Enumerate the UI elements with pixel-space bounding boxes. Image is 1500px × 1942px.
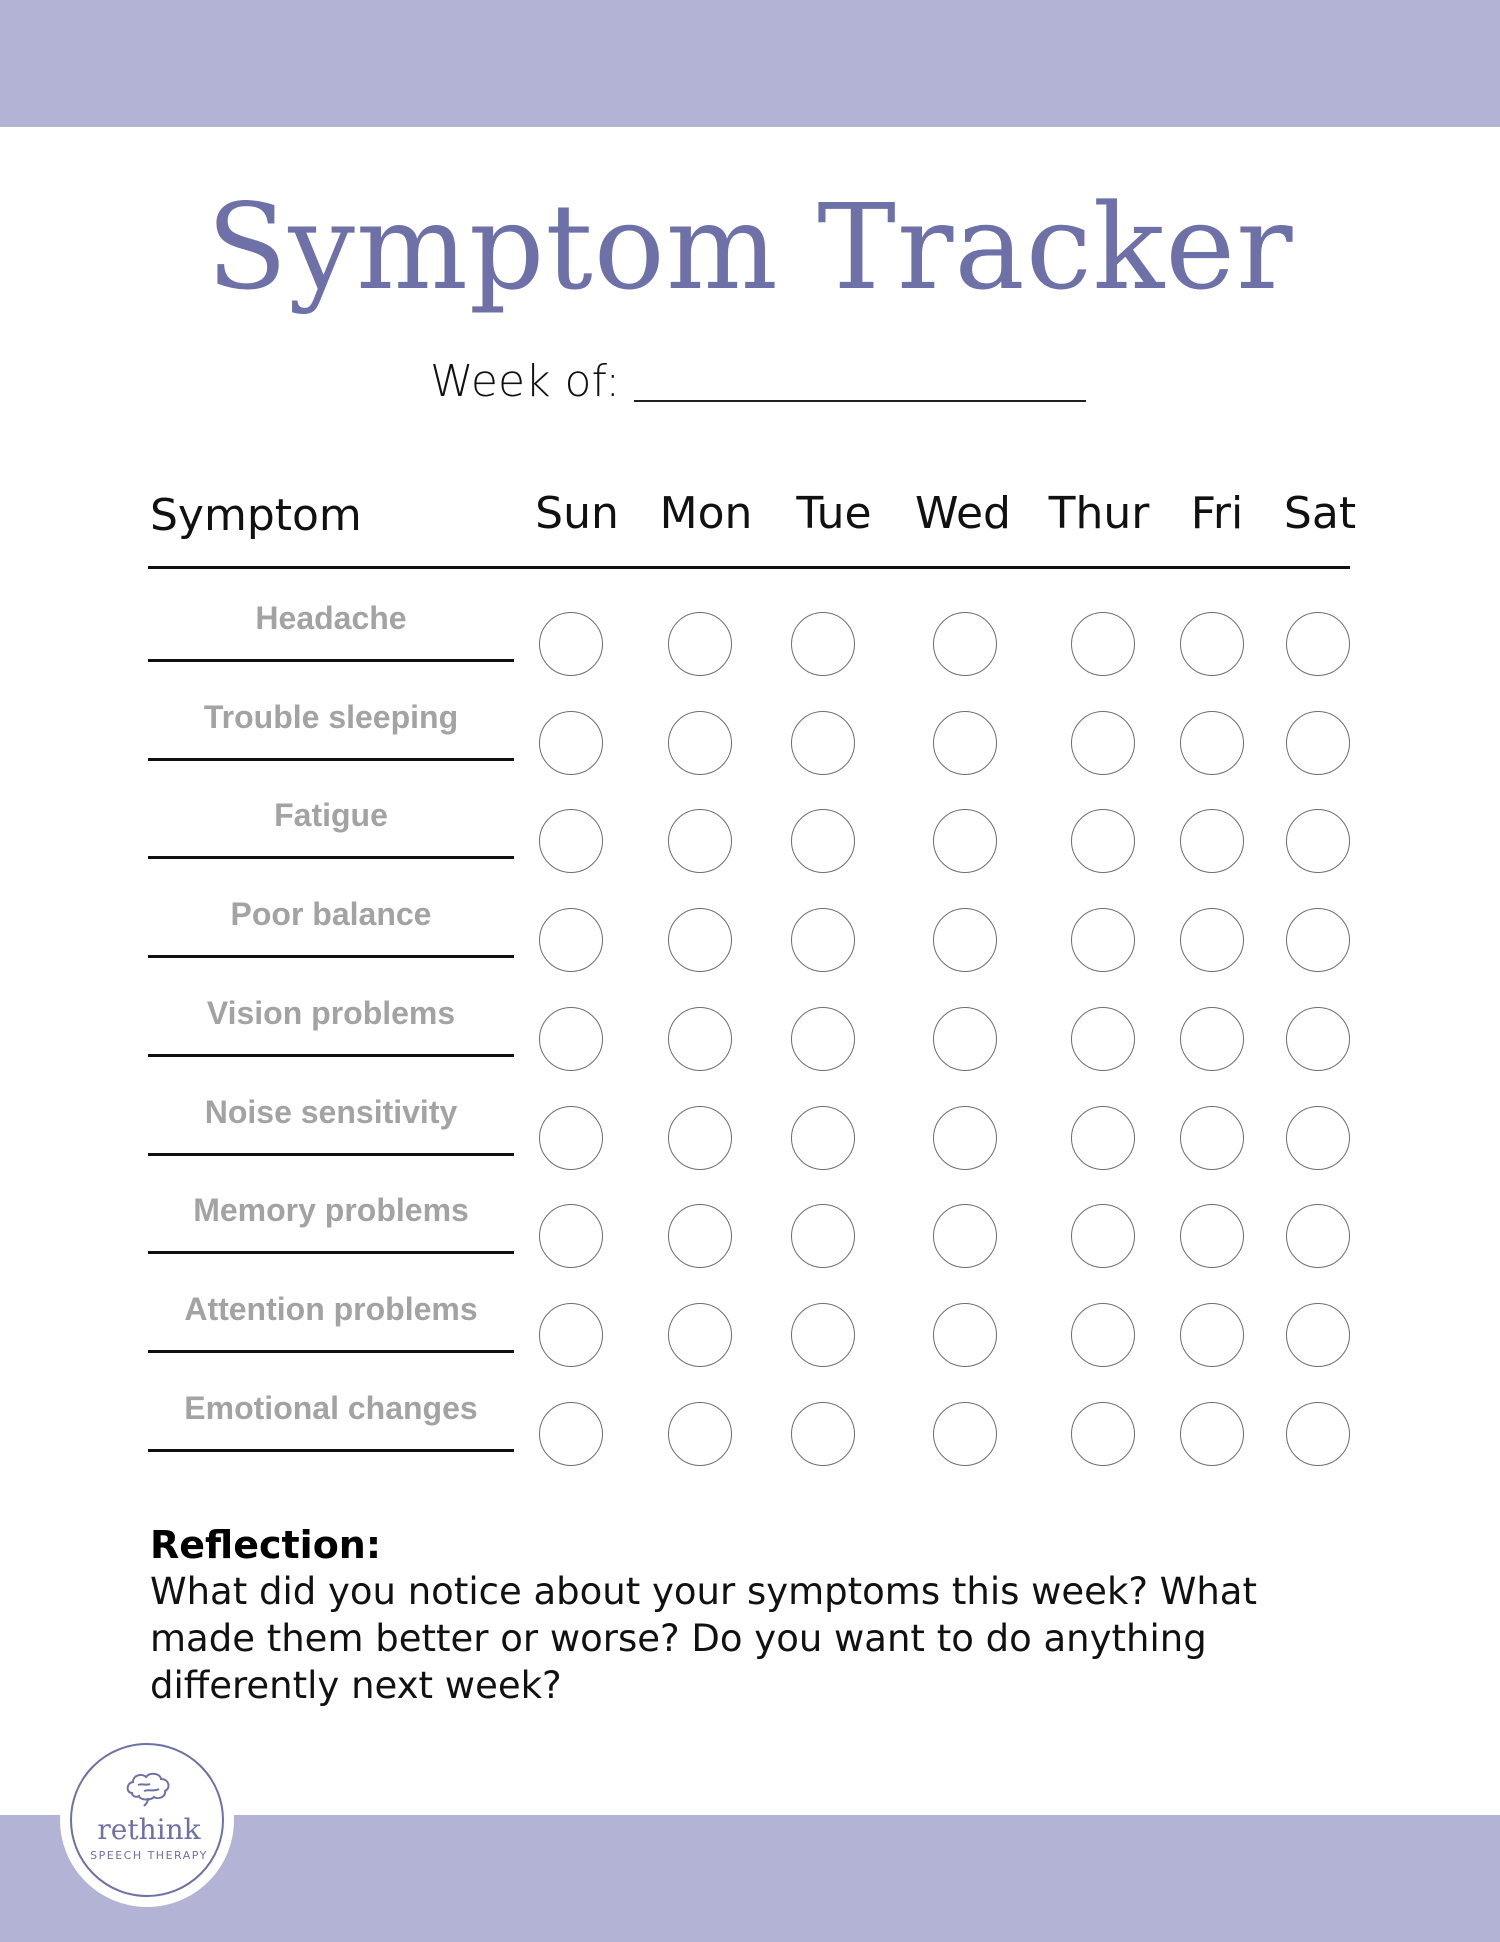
check-circle-thur[interactable] (1071, 1204, 1135, 1268)
symptom-label: Poor balance (230, 896, 432, 932)
check-circle-wed[interactable] (933, 1204, 997, 1268)
check-circle-thur[interactable] (1071, 809, 1135, 873)
symptom-label: Trouble sleeping (203, 699, 459, 735)
check-circle-thur[interactable] (1071, 612, 1135, 676)
check-circle-mon[interactable] (668, 1303, 732, 1367)
day-header-tue: Tue (796, 488, 872, 539)
symptom-label: Noise sensitivity (204, 1094, 458, 1130)
check-circle-fri[interactable] (1180, 1402, 1244, 1466)
check-circle-wed[interactable] (933, 711, 997, 775)
check-circle-sat[interactable] (1286, 612, 1350, 676)
check-circle-sat[interactable] (1286, 1303, 1350, 1367)
symptom-label: Memory problems (193, 1192, 469, 1228)
check-circle-fri[interactable] (1180, 1204, 1244, 1268)
check-circle-tue[interactable] (791, 612, 855, 676)
check-circle-tue[interactable] (791, 908, 855, 972)
symptom-label: Emotional changes (184, 1390, 478, 1426)
logo-ring (70, 1743, 224, 1897)
check-circle-fri[interactable] (1180, 1106, 1244, 1170)
check-circle-wed[interactable] (933, 1106, 997, 1170)
check-circle-tue[interactable] (791, 1106, 855, 1170)
symptom-underline (148, 758, 514, 761)
symptom-column-header: Symptom (150, 490, 362, 541)
check-circle-fri[interactable] (1180, 1007, 1244, 1071)
week-of-field (430, 352, 1086, 412)
check-circle-thur[interactable] (1071, 711, 1135, 775)
symptom-underline (148, 1350, 514, 1353)
reflection-prompt: What did you notice about your symptoms this week? What made them better or worse? Do you want to do anything differently next week? (150, 1570, 1257, 1707)
check-circle-wed[interactable] (933, 1303, 997, 1367)
check-circle-wed[interactable] (933, 908, 997, 972)
symptom-label: Vision problems (206, 995, 456, 1031)
symptom-underline (148, 659, 514, 662)
check-circle-sat[interactable] (1286, 1007, 1350, 1071)
check-circle-sun[interactable] (539, 1204, 603, 1268)
check-circle-wed[interactable] (933, 1402, 997, 1466)
logo-wordmark: rethink (97, 1813, 201, 1846)
check-circle-thur[interactable] (1071, 908, 1135, 972)
check-circle-thur[interactable] (1071, 1007, 1135, 1071)
day-header-fri: Fri (1190, 488, 1244, 539)
check-circle-fri[interactable] (1180, 809, 1244, 873)
check-circle-sun[interactable] (539, 1303, 603, 1367)
symptom-underline (148, 1449, 514, 1452)
check-circle-mon[interactable] (668, 1007, 732, 1071)
check-circle-sun[interactable] (539, 1106, 603, 1170)
day-header-mon: Mon (659, 488, 753, 539)
logo-subtitle: SPEECH THERAPY (90, 1849, 208, 1862)
check-circle-sat[interactable] (1286, 908, 1350, 972)
check-circle-mon[interactable] (668, 612, 732, 676)
week-of-blank-line[interactable] (634, 400, 1086, 402)
check-circle-fri[interactable] (1180, 711, 1244, 775)
day-header-sun: Sun (535, 488, 619, 539)
check-circle-mon[interactable] (668, 1204, 732, 1268)
day-header-thur: Thur (1048, 488, 1150, 539)
symptom-label: Headache (255, 600, 407, 636)
check-circle-sat[interactable] (1286, 1204, 1350, 1268)
check-circle-mon[interactable] (668, 809, 732, 873)
check-circle-sun[interactable] (539, 711, 603, 775)
check-circle-fri[interactable] (1180, 908, 1244, 972)
check-circle-sun[interactable] (539, 908, 603, 972)
check-circle-thur[interactable] (1071, 1402, 1135, 1466)
top-band (0, 0, 1500, 127)
check-circle-sun[interactable] (539, 1402, 603, 1466)
check-circle-tue[interactable] (791, 1402, 855, 1466)
symptom-label: Fatigue (274, 797, 388, 833)
header-rule (148, 566, 1350, 569)
symptom-underline (148, 1054, 514, 1057)
day-header-wed: Wed (915, 488, 1011, 539)
check-circle-sat[interactable] (1286, 1106, 1350, 1170)
check-circle-sat[interactable] (1286, 809, 1350, 873)
check-circle-sat[interactable] (1286, 1402, 1350, 1466)
check-circle-wed[interactable] (933, 612, 997, 676)
check-circle-thur[interactable] (1071, 1106, 1135, 1170)
page-title: Symptom Tracker (206, 178, 1294, 316)
symptom-underline (148, 1251, 514, 1254)
rethink-logo (60, 1733, 234, 1907)
check-circle-mon[interactable] (668, 1402, 732, 1466)
check-circle-mon[interactable] (668, 908, 732, 972)
check-circle-sat[interactable] (1286, 711, 1350, 775)
check-circle-tue[interactable] (791, 1204, 855, 1268)
check-circle-tue[interactable] (791, 809, 855, 873)
check-circle-wed[interactable] (933, 1007, 997, 1071)
table-row (0, 1390, 1500, 1501)
check-circle-fri[interactable] (1180, 612, 1244, 676)
symptom-underline (148, 1153, 514, 1156)
check-circle-sun[interactable] (539, 612, 603, 676)
check-circle-tue[interactable] (791, 1007, 855, 1071)
symptom-underline (148, 955, 514, 958)
symptom-label: Attention problems (184, 1291, 478, 1327)
check-circle-mon[interactable] (668, 711, 732, 775)
check-circle-mon[interactable] (668, 1106, 732, 1170)
check-circle-thur[interactable] (1071, 1303, 1135, 1367)
check-circle-sun[interactable] (539, 809, 603, 873)
check-circle-fri[interactable] (1180, 1303, 1244, 1367)
symptom-underline (148, 856, 514, 859)
brain-icon (124, 1769, 174, 1809)
check-circle-tue[interactable] (791, 711, 855, 775)
reflection-title: Reflection: (150, 1523, 382, 1567)
check-circle-wed[interactable] (933, 809, 997, 873)
week-of-label: Week of: (430, 356, 621, 407)
day-header-sat: Sat (1283, 488, 1357, 539)
check-circle-sun[interactable] (539, 1007, 603, 1071)
check-circle-tue[interactable] (791, 1303, 855, 1367)
